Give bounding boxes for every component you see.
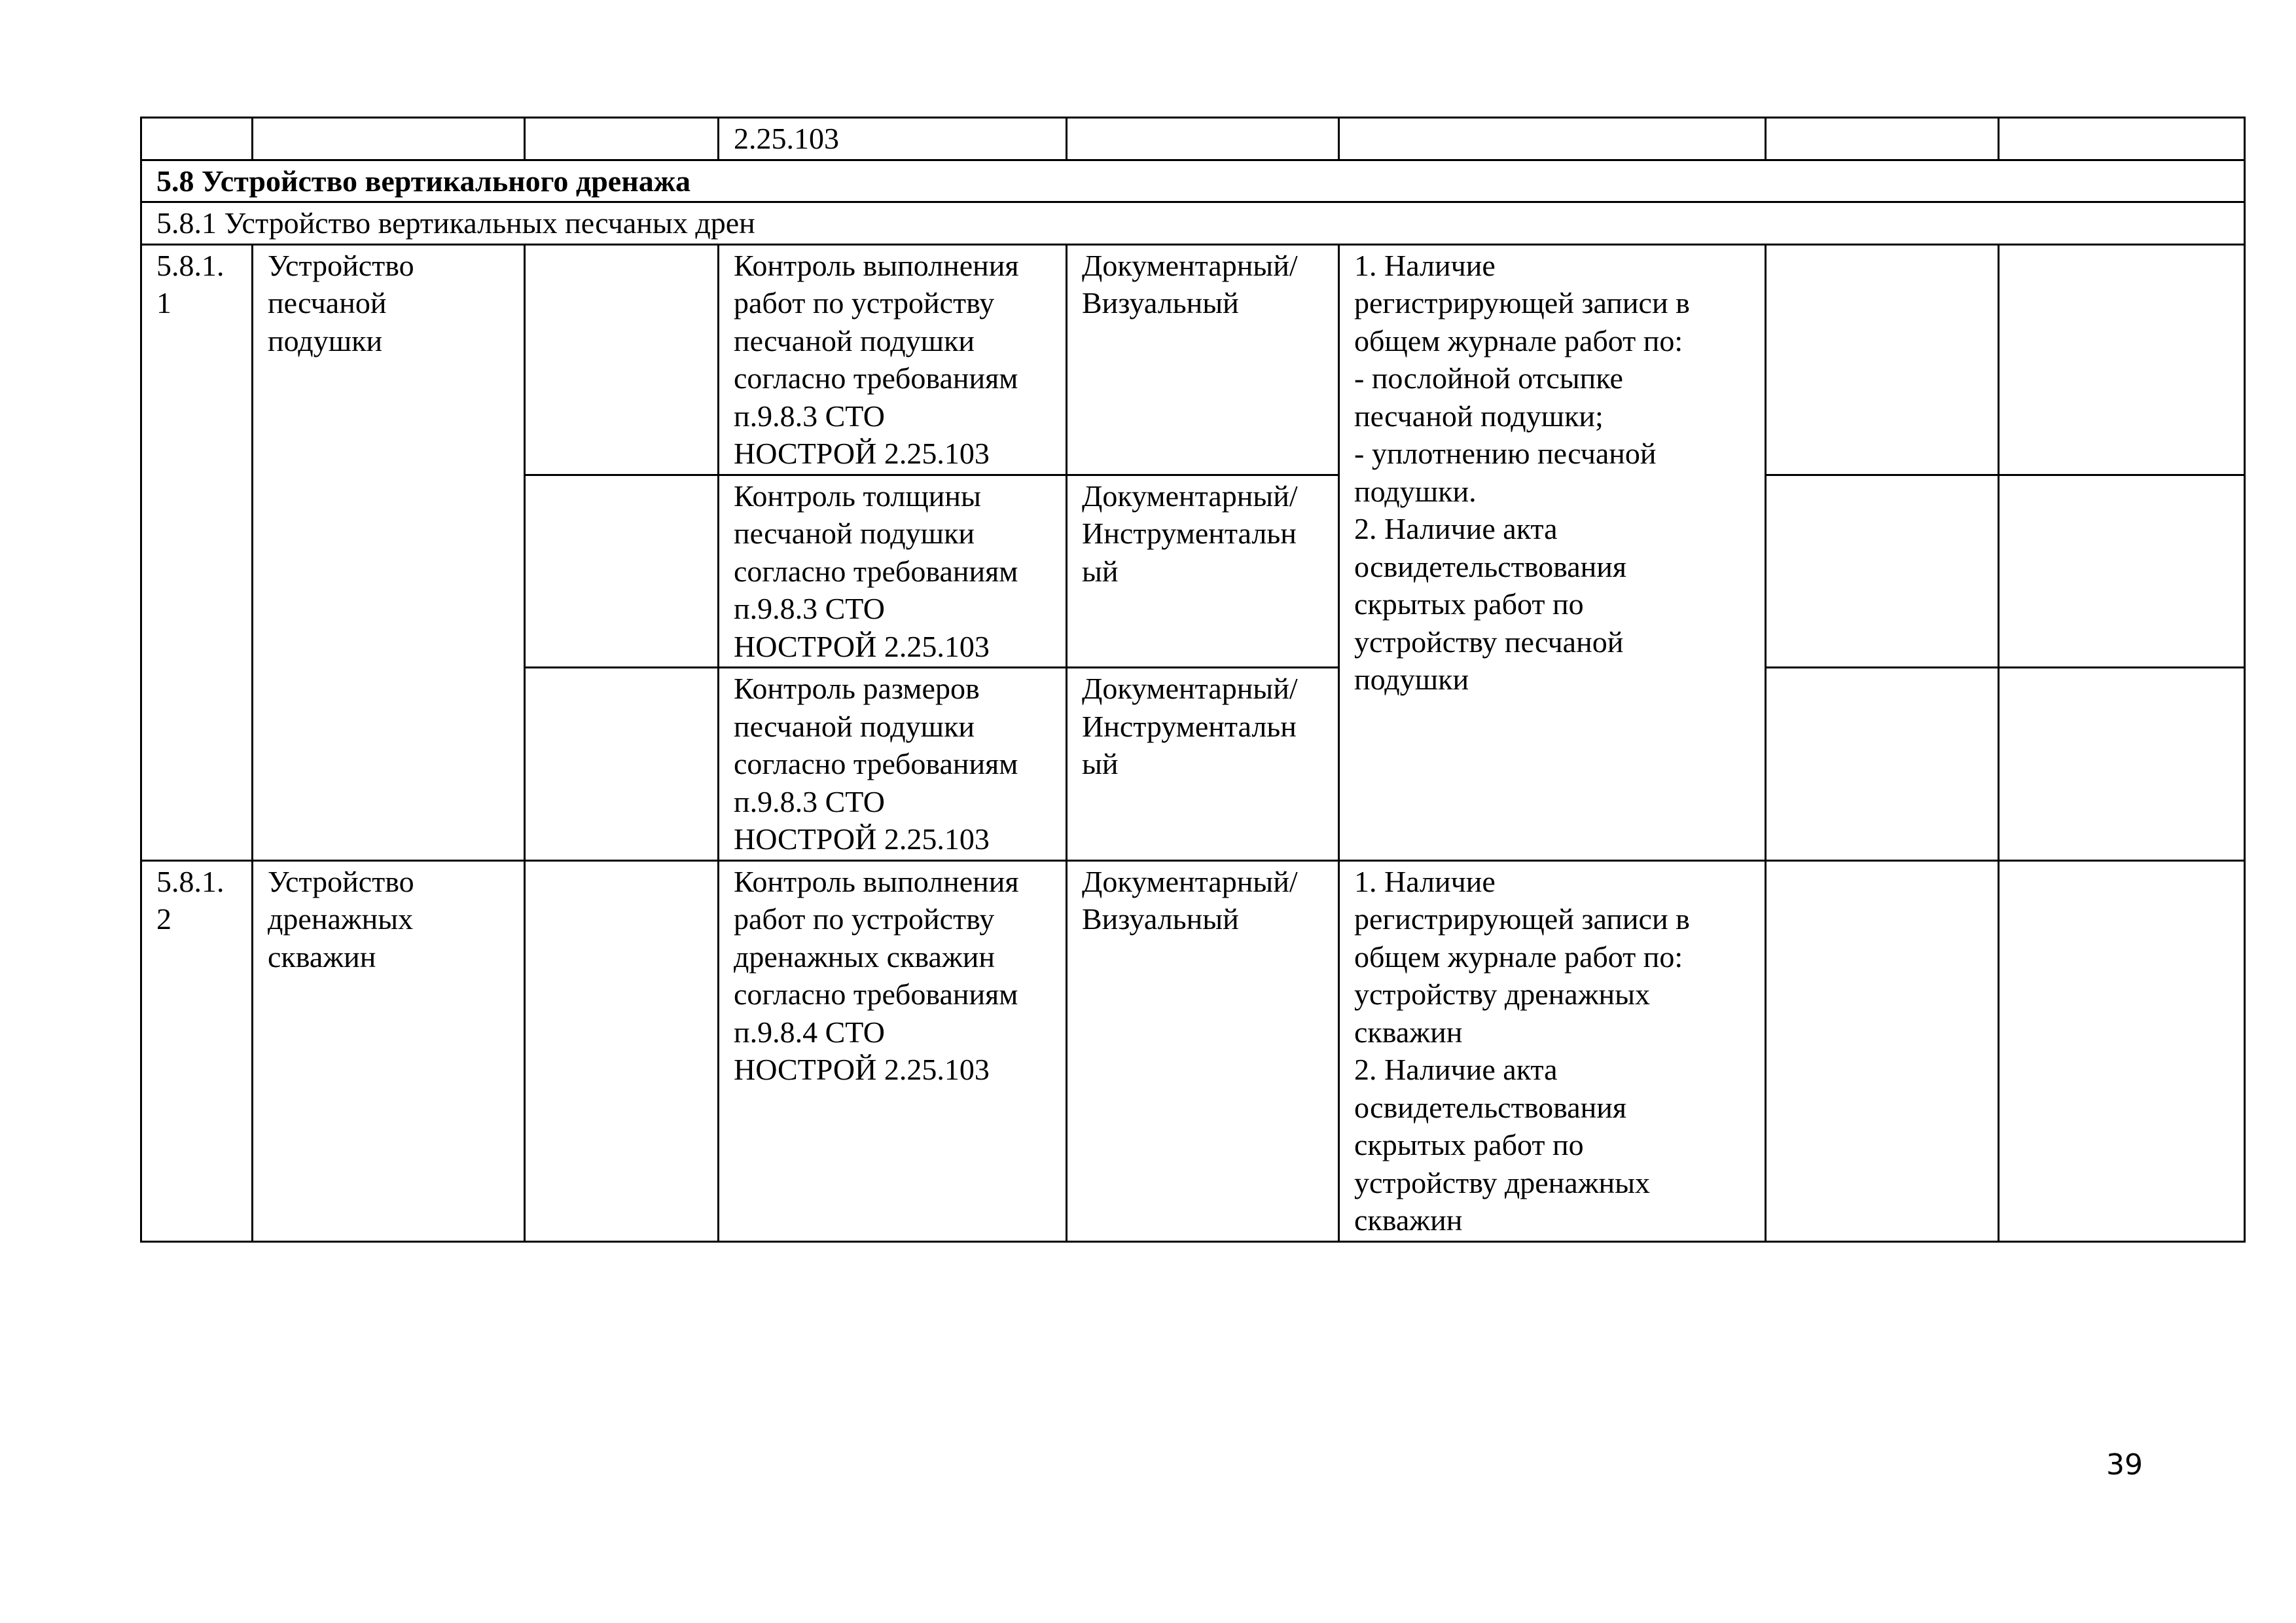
- item-name: Устройство дренажных скважин: [253, 860, 525, 1241]
- table-cell: [1766, 118, 1999, 160]
- requirements-cell: 1. Наличие регистрирующей записи в общем журнале работ по: устройству дренажных скважин 2. Наличие акта освидетельствования скрытых работ по устройству дренажных скважин: [1339, 860, 1766, 1241]
- table-cell: [1999, 244, 2245, 475]
- item-number: 5.8.1. 2: [141, 860, 253, 1241]
- control-table: [140, 117, 2246, 1243]
- table-cell: [141, 118, 253, 160]
- table-cell: [253, 118, 525, 160]
- control-cell: Контроль выполнения работ по устройству дренажных скважин согласно требованиям п.9.8.4 СТО НОСТРОЙ 2.25.103: [719, 860, 1067, 1241]
- table-cell: [1999, 118, 2245, 160]
- table-cell: [1766, 668, 1999, 861]
- method-cell: Документарный/ Инструментальн ый: [1067, 475, 1339, 668]
- table-cell: [1339, 118, 1766, 160]
- section-title: 5.8 Устройство вертикального дренажа: [141, 160, 2245, 202]
- table-cell: [1766, 860, 1999, 1241]
- item-number: 5.8.1. 1: [141, 244, 253, 860]
- table-cell: [1999, 475, 2245, 668]
- table-cell: [1766, 244, 1999, 475]
- subsection-row: [141, 202, 2245, 245]
- table-cell: [1999, 668, 2245, 861]
- table-row: [141, 244, 2245, 475]
- table-row: [141, 118, 2245, 160]
- table-cell: [1067, 118, 1339, 160]
- subsection-title: 5.8.1 Устройство вертикальных песчаных дрен: [141, 202, 2245, 245]
- control-cell: Контроль выполнения работ по устройству песчаной подушки согласно требованиям п.9.8.3 СТО НОСТРОЙ 2.25.103: [719, 244, 1067, 475]
- table-cell: [525, 118, 719, 160]
- table-cell: 2.25.103: [719, 118, 1067, 160]
- item-name: Устройство песчаной подушки: [253, 244, 525, 860]
- page-number: 39: [2106, 1448, 2143, 1482]
- table-cell: [1766, 475, 1999, 668]
- table-cell: [525, 244, 719, 475]
- method-cell: Документарный/ Визуальный: [1067, 860, 1339, 1241]
- method-cell: Документарный/ Инструментальн ый: [1067, 668, 1339, 861]
- control-cell: Контроль толщины песчаной подушки согласно требованиям п.9.8.3 СТО НОСТРОЙ 2.25.103: [719, 475, 1067, 668]
- table-cell: [525, 668, 719, 861]
- requirements-cell: 1. Наличие регистрирующей записи в общем журнале работ по: - послойной отсыпке песчаной подушки; - уплотнению песчаной подушки. 2. Наличие акта освидетельствования скрытых работ по устройству песчаной подушки: [1339, 244, 1766, 860]
- control-cell: Контроль размеров песчаной подушки согласно требованиям п.9.8.3 СТО НОСТРОЙ 2.25.103: [719, 668, 1067, 861]
- table-cell: [525, 475, 719, 668]
- section-row: [141, 160, 2245, 202]
- method-cell: Документарный/ Визуальный: [1067, 244, 1339, 475]
- table-cell: [525, 860, 719, 1241]
- table-cell: [1999, 860, 2245, 1241]
- table-row: [141, 860, 2245, 1241]
